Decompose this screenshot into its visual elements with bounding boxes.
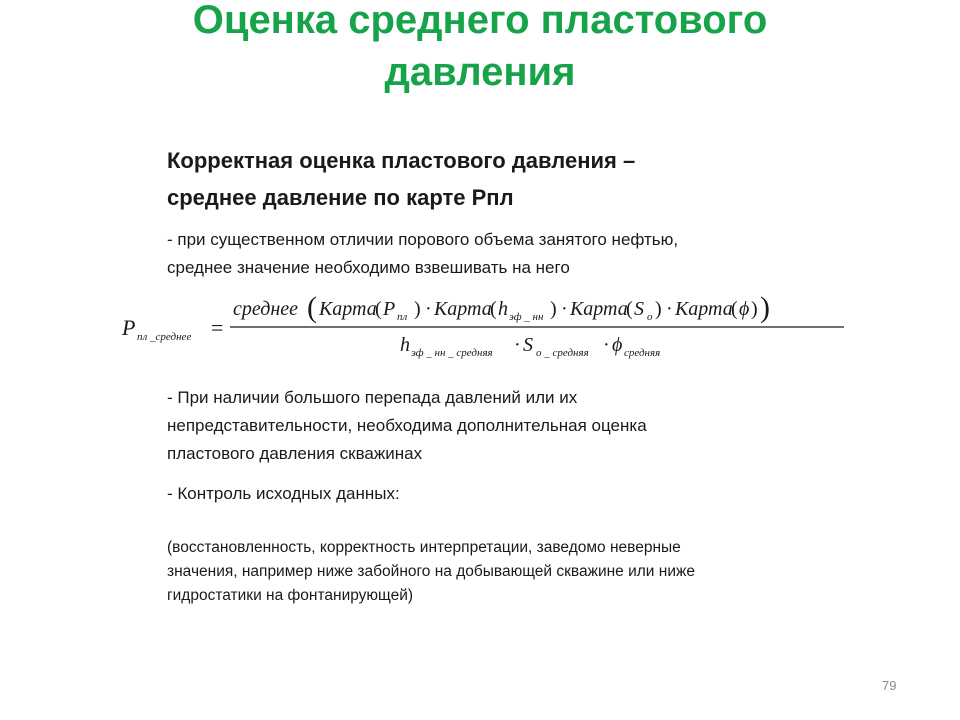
formula-den-s: S xyxy=(523,334,533,356)
formula-paren-close-1: ) xyxy=(414,298,421,320)
pressure-drop-note xyxy=(167,384,887,468)
slide-title-line-1: Оценка среднего пластового xyxy=(192,0,768,42)
formula-num-h-sub: эф _ нн xyxy=(509,311,544,323)
formula-map-1: Карта xyxy=(319,298,377,320)
formula-paren-close-big: ) xyxy=(760,291,770,324)
section-heading-line-2: среднее давление по карте Рпл xyxy=(167,185,514,210)
page-number: 79 xyxy=(882,678,897,693)
formula-map-4: Карта xyxy=(675,298,733,320)
slide-title-line-2: давления xyxy=(384,50,576,94)
formula-paren-open-1: ( xyxy=(375,298,382,320)
formula-svg xyxy=(118,287,858,367)
formula-num-p: P xyxy=(383,298,396,320)
formula-den-dot-1: · xyxy=(514,334,521,356)
average-pressure-formula xyxy=(118,287,858,367)
data-control-note xyxy=(167,480,887,508)
formula-map-2: Карта xyxy=(434,298,492,320)
formula-dot-1: · xyxy=(425,298,432,320)
data-control-details xyxy=(167,536,887,608)
formula-dot-3: · xyxy=(666,298,673,320)
formula-equals: = xyxy=(211,315,224,340)
formula-paren-close-3: ) xyxy=(655,298,662,320)
formula-num-s: S xyxy=(634,298,644,320)
formula-lhs-symbol: P xyxy=(122,315,136,340)
formula-paren-open-big: ( xyxy=(307,291,317,324)
data-control-details-line-2: значения, например ниже забойного на добывающей скважине или ниже xyxy=(167,563,695,580)
pressure-drop-note-line-2: непредставительности, необходима дополнительная оценка xyxy=(167,416,647,435)
data-control-details-line-1: (восстановленность, корректность интерпретации, заведомо неверные xyxy=(167,539,681,556)
formula-dot-2: · xyxy=(561,298,568,320)
weighting-note-line-2: среднее значение необходимо взвешивать на него xyxy=(167,258,570,277)
formula-num-s-sub: o xyxy=(647,311,653,323)
formula-map-3: Карта xyxy=(570,298,628,320)
weighting-note xyxy=(167,226,887,282)
section-heading xyxy=(167,142,887,216)
formula-den-h: h xyxy=(400,334,410,356)
formula-paren-open-3: ( xyxy=(626,298,633,320)
formula-num-h: h xyxy=(498,298,508,320)
formula-den-dot-2: · xyxy=(603,334,610,356)
formula-num-func: среднее xyxy=(233,298,299,320)
formula-num-p-sub: пл xyxy=(397,311,408,323)
slide-title xyxy=(0,0,960,98)
pressure-drop-note-line-1: - При наличии большого перепада давлений или их xyxy=(167,388,578,407)
formula-den-s-sub: o _ средняя xyxy=(536,347,589,359)
formula-lhs-subscript: пл _среднее xyxy=(137,331,192,343)
formula-den-phi-sub: средняя xyxy=(624,347,661,359)
formula-den-h-sub: эф _ нн _ средняя xyxy=(411,347,493,359)
formula-paren-open-2: ( xyxy=(490,298,497,320)
section-heading-line-1: Корректная оценка пластового давления – xyxy=(167,148,636,173)
formula-den-phi: ϕ xyxy=(612,334,623,356)
pressure-drop-note-line-3: пластового давления скважинах xyxy=(167,444,423,463)
data-control-details-line-3: гидростатики на фонтанирующей) xyxy=(167,587,414,604)
formula-num-phi: ϕ xyxy=(739,298,750,320)
weighting-note-line-1: - при существенном отличии порового объема занятого нефтью, xyxy=(167,230,679,249)
formula-paren-open-4: ( xyxy=(731,298,738,320)
formula-paren-close-4: ) xyxy=(751,298,758,320)
data-control-note-line: - Контроль исходных данных: xyxy=(167,484,400,503)
formula-paren-close-2: ) xyxy=(550,298,557,320)
